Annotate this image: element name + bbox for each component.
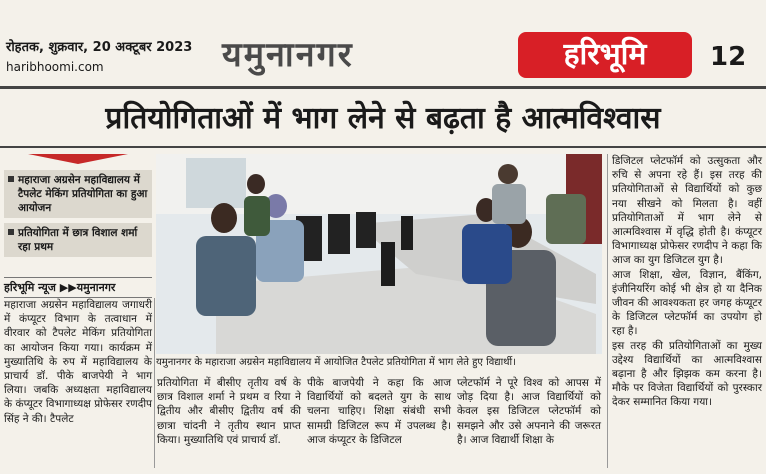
page-number: 12 <box>710 42 747 72</box>
highlight-item: प्रतियोगिता में छात्र विशाल शर्मा रहा प्रथम <box>4 223 152 257</box>
column-divider <box>154 298 155 468</box>
headline-rule <box>0 146 766 148</box>
headline: प्रतियोगिताओं में भाग लेने से बढ़ता है आत्मविश्वास <box>105 101 661 136</box>
top-rule <box>0 86 766 89</box>
chevron-icon <box>28 154 128 164</box>
article-column-1: महाराजा अग्रसेन महाविद्यालय जगाधरी में कंप्यूटर विभाग के तत्वाधान में वीरवार को टैपलेट मेकिंग प्रतियोगिता का आयोजन किया गया। कार्यक्रम में मुख्यातिथि के रुप में महाविद्यालय के प्राचार्य डॉ. पीके बाजपेयी ने भाग लिया। जबकि अध्यक्षता महाविद्यालय के कंप्यूटर विभागाध्यक्ष प्रोफेसर रणदीप सिंह ने की। टैपलेट <box>4 299 152 425</box>
article-column-4: प्लेटफॉर्म ने पूरे विश्व को आपस में जोड़ दिया है। आज विद्यार्थियों को केवल इस डिजिटल प्लेटफॉर्म को समझने और उसे अपनाने की जरूरत है। आज विद्यार्थी शिक्षा के <box>457 377 601 446</box>
article-column-5: डिजिटल प्लेटफॉर्म को उत्सुकता और रुचि से अपना रहे हैं। इस तरह की प्रतियोगिताओं से विद्यार्थियों को कुछ नया सीखने को मिलता है। वहीं प्रतियोगिताओं में भाग लेने से आत्मविश्वास में वृद्धि होती है। कंप्यूटर विभागाध्यक्ष प्रोफेसर रणदीप ने कहा कि आज का युग डिजिटल युग है। आज शिक्षा, खेल, विज्ञान, बैंकिंग, इंजीनियरिंग कोई भी क्षेत्र हो या दैनिक जीवन की आवश्यकता हर जगह कंप्यूटर के डिजिटल प्लेटफॉर्म का उपयोग हो रहा है। इस तरह की प्रतियोगिताओं का मुख्य उद्देश्य विद्यार्थियों का आत्मविश्वास बढ़ाना है और झिझक कम करना है। मौके पर विजेता विद्यार्थियों को पुरस्कार देकर सम्मानित किया गया। <box>612 155 762 409</box>
column-divider <box>607 154 608 468</box>
highlights-box <box>4 154 152 262</box>
dateline: रोहतक, शुक्रवार, 20 अक्टूबर 2023 <box>6 40 193 55</box>
newspaper-logo: हरिभूमि <box>518 32 692 78</box>
website: haribhoomi.com <box>6 60 104 74</box>
highlight-item: महाराजा अग्रसेन महाविद्यालय में टैपलेट मेकिंग प्रतियोगिता का हुआ आयोजन <box>4 170 152 218</box>
section-title: यमुनानगर <box>222 35 354 75</box>
article-column-3: पीके बाजपेयी ने कहा कि आज विद्यार्थियों को बदलते युग के साथ चलना चाहिए। शिक्षा संबंधी सभी सामग्री डिजिटल रूप में उपलब्ध है। आज कंप्यूटर के डिजिटल <box>307 377 451 446</box>
article-column-2: प्रतियोगिता में बीसीए तृतीय वर्ष के छात्र विशाल शर्मा ने प्रथम व रिया ने द्वितीय और बीसीए द्वितीय वर्ष की छात्रा चांदनी ने तृतीय स्थान प्राप्त किया। मुख्यातिथि एवं प्राचार्य डॉ. <box>157 377 301 446</box>
article-photo <box>156 154 602 354</box>
photo-caption: यमुनानगर के महाराजा अग्रसेन महाविद्यालय में आयोजित टैपलेट प्रतियोगिता में भाग लेते हुए विद्यार्थी। <box>156 357 516 368</box>
byline: हरिभूमि न्यूज ▶▶यमुनानगर <box>4 277 152 298</box>
